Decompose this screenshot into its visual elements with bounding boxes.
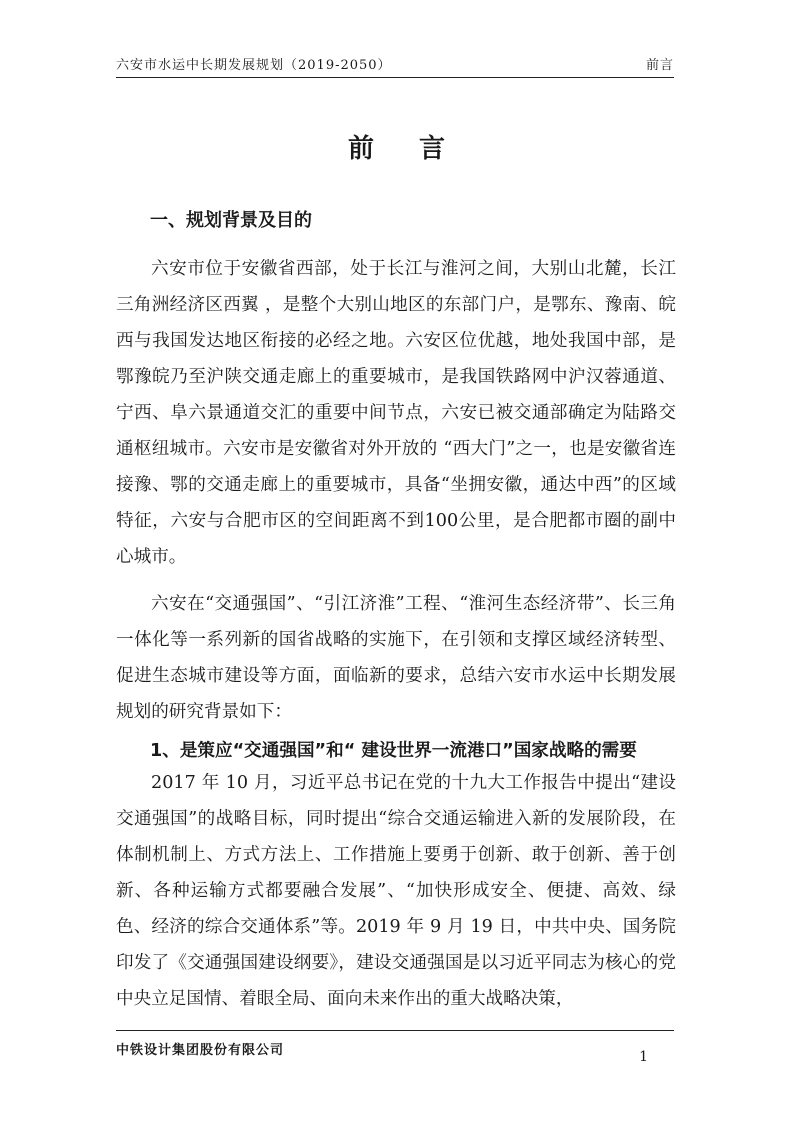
section-heading: 一、规划背景及目的 bbox=[150, 210, 312, 231]
page-number: 1 bbox=[639, 1049, 648, 1065]
page-title: 前 言 bbox=[347, 134, 464, 164]
header-document-title: 六安市水运中长期发展规划（2019-2050） bbox=[116, 58, 392, 73]
body-paragraph: 2017 年 10 月，习近平总书记在党的十九大工作报告中提出“建设交通强国”的战略目标，同时提出“综合交通运输进入新的发展阶段，在体制机制上、方式方法上、工作措施上要勇于创新、敢于创新、善于创新、各种运输方式都要融合发展”、“加快形成安全、便捷、高效、绿色、经济的综合交通体系”等。2019 年 9 月 19 日，中共中央、国务院印发了《交通强国建设纲要》，建设交通强国是以习近平同志为核心的党中央立足国情、着眼全局、面向未来作出的重大战略决策， bbox=[116, 773, 676, 1009]
body-paragraph: 六安在“交通强国”、“引江济淮”工程、“淮河生态经济带”、长三角一体化等一系列新的国省战略的实施下，在引领和支撑区域经济转型、促进生态城市建设等方面，面临新的要求，总结六安市水运中长期发展规划的研究背景如下： bbox=[116, 594, 676, 722]
sub-heading: 1、是策应“交通强国”和“ 建设世界一流港口”国家战略的需要 bbox=[150, 741, 637, 761]
running-header bbox=[116, 56, 674, 78]
header-section-name: 前言 bbox=[645, 58, 674, 73]
body-paragraph: 六安市位于安徽省西部，处于长江与淮河之间，大别山北麓，长江三角洲经济区西翼 ，是整个大别山地区的东部门户，是鄂东、豫南、皖西与我国发达地区衔接的必经之地。六安区位优越，地处我国中部，是鄂豫皖乃至沪陕交通走廊上的重要城市，是我国铁路网中沪汉蓉通道、宁西、阜六景通道交汇的重要中间节点，六安已被交通部确定为陆路交通枢纽城市。六安市是安徽省对外开放的 “西大门”之一，也是安徽省连接豫、鄂的交通走廊上的重要城市，具备“坐拥安徽，通达中西”的区域特征，六安与合肥市区的空间距离不到100公里，是合肥都市圈的副中心城市。 bbox=[116, 259, 676, 567]
footer-company-name: 中铁设计集团股份有限公司 bbox=[116, 1043, 285, 1058]
running-footer bbox=[116, 1030, 674, 1065]
